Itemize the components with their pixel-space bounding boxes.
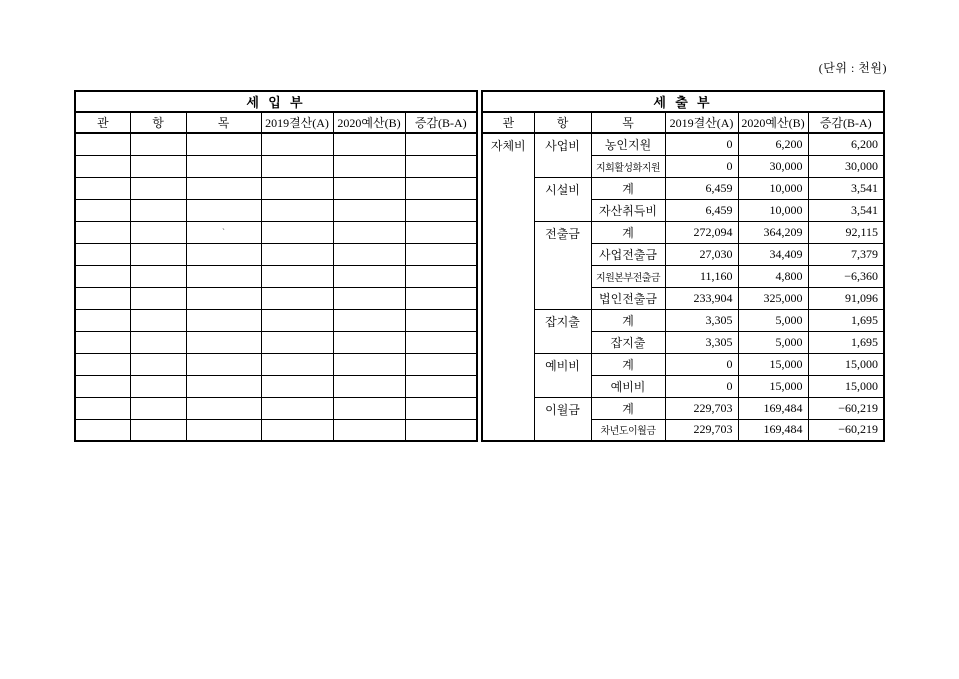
col-header-gwan: 관	[75, 112, 130, 133]
empty-cell	[130, 375, 186, 397]
empty-cell	[186, 419, 261, 441]
amount-2019: 3,305	[665, 331, 738, 353]
amount-2019: 229,703	[665, 397, 738, 419]
empty-cell	[405, 397, 477, 419]
empty-cell	[333, 265, 405, 287]
empty-cell	[186, 155, 261, 177]
empty-cell	[405, 419, 477, 441]
empty-cell	[186, 133, 261, 155]
empty-cell	[261, 221, 333, 243]
table-row	[75, 199, 477, 221]
empty-cell	[405, 199, 477, 221]
mok-cell: 계	[591, 309, 665, 331]
table-row	[75, 177, 477, 199]
amount-diff: 15,000	[808, 375, 884, 397]
amount-diff: 1,695	[808, 309, 884, 331]
stray-mark-cell: `	[186, 221, 261, 243]
empty-cell	[75, 155, 130, 177]
amount-2020: 169,484	[738, 419, 808, 441]
revenue-table-title: 세 입 부	[75, 91, 477, 112]
mok-cell: 지회활성화지원	[591, 155, 665, 177]
amount-diff: 91,096	[808, 287, 884, 309]
amount-diff: 3,541	[808, 177, 884, 199]
empty-cell	[75, 309, 130, 331]
empty-cell	[261, 419, 333, 441]
amount-2019: 0	[665, 375, 738, 397]
table-row	[75, 419, 477, 441]
empty-cell	[333, 155, 405, 177]
empty-cell	[333, 309, 405, 331]
empty-cell	[405, 155, 477, 177]
table-row	[75, 112, 477, 133]
col-header-2020: 2020예산(B)	[333, 112, 405, 133]
empty-cell	[75, 287, 130, 309]
col-header-hang: 항	[130, 112, 186, 133]
empty-cell	[75, 375, 130, 397]
table-row	[482, 353, 884, 375]
empty-cell	[333, 353, 405, 375]
revenue-table	[74, 90, 478, 442]
empty-cell	[333, 331, 405, 353]
empty-cell	[333, 221, 405, 243]
mok-cell: 계	[591, 221, 665, 243]
empty-cell	[261, 397, 333, 419]
empty-cell	[130, 155, 186, 177]
amount-2020: 15,000	[738, 353, 808, 375]
empty-cell	[186, 353, 261, 375]
hang-cell: 이월금	[534, 397, 591, 441]
amount-diff: 6,200	[808, 133, 884, 155]
empty-cell	[261, 177, 333, 199]
empty-cell	[333, 177, 405, 199]
empty-cell	[186, 177, 261, 199]
mok-cell: 예비비	[591, 375, 665, 397]
table-row	[482, 177, 884, 199]
amount-2019: 229,703	[665, 419, 738, 441]
empty-cell	[261, 353, 333, 375]
empty-cell	[405, 331, 477, 353]
empty-cell	[261, 309, 333, 331]
mok-cell: 잡지출	[591, 331, 665, 353]
amount-diff: −60,219	[808, 419, 884, 441]
empty-cell	[130, 419, 186, 441]
empty-cell	[186, 265, 261, 287]
expenditure-table-title: 세 출 부	[482, 91, 884, 112]
empty-cell	[130, 287, 186, 309]
mok-cell: 계	[591, 397, 665, 419]
empty-cell	[75, 397, 130, 419]
table-row	[75, 133, 477, 155]
amount-2019: 11,160	[665, 265, 738, 287]
table-row	[75, 397, 477, 419]
empty-cell	[405, 265, 477, 287]
amount-diff: 30,000	[808, 155, 884, 177]
amount-2019: 233,904	[665, 287, 738, 309]
col-header-2019: 2019결산(A)	[665, 112, 738, 133]
table-row	[75, 353, 477, 375]
table-row	[75, 221, 477, 243]
empty-cell	[186, 243, 261, 265]
unit-note: (단위 : 천원)	[818, 61, 887, 75]
empty-cell	[405, 353, 477, 375]
empty-cell	[75, 221, 130, 243]
col-header-mok: 목	[186, 112, 261, 133]
amount-2020: 5,000	[738, 309, 808, 331]
col-header-2020: 2020예산(B)	[738, 112, 808, 133]
amount-diff: 3,541	[808, 199, 884, 221]
col-header-mok: 목	[591, 112, 665, 133]
amount-diff: 1,695	[808, 331, 884, 353]
table-row	[75, 265, 477, 287]
table-row	[75, 331, 477, 353]
mok-cell: 자산취득비	[591, 199, 665, 221]
mok-cell: 법인전출금	[591, 287, 665, 309]
amount-2020: 15,000	[738, 375, 808, 397]
mok-cell: 계	[591, 353, 665, 375]
empty-cell	[186, 375, 261, 397]
col-header-hang: 항	[534, 112, 591, 133]
amount-diff: −6,360	[808, 265, 884, 287]
empty-cell	[75, 419, 130, 441]
empty-cell	[130, 265, 186, 287]
empty-cell	[186, 397, 261, 419]
amount-2019: 0	[665, 155, 738, 177]
table-row	[482, 397, 884, 419]
amount-2020: 325,000	[738, 287, 808, 309]
empty-cell	[130, 353, 186, 375]
empty-cell	[75, 177, 130, 199]
hang-cell: 시설비	[534, 177, 591, 221]
hang-cell: 전출금	[534, 221, 591, 309]
table-row	[75, 91, 477, 112]
empty-cell	[333, 287, 405, 309]
table-row	[482, 91, 884, 112]
mok-cell: 사업전출금	[591, 243, 665, 265]
empty-cell	[333, 419, 405, 441]
empty-cell	[75, 133, 130, 155]
empty-cell	[130, 177, 186, 199]
table-row	[75, 287, 477, 309]
amount-2020: 34,409	[738, 243, 808, 265]
empty-cell	[405, 287, 477, 309]
table-row	[482, 221, 884, 243]
empty-cell	[261, 287, 333, 309]
empty-cell	[333, 375, 405, 397]
amount-2020: 169,484	[738, 397, 808, 419]
empty-cell	[261, 155, 333, 177]
amount-2019: 0	[665, 133, 738, 155]
amount-2019: 272,094	[665, 221, 738, 243]
mok-cell: 차년도이월금	[591, 419, 665, 441]
budget-tables	[74, 90, 885, 442]
empty-cell	[130, 309, 186, 331]
amount-2019: 3,305	[665, 309, 738, 331]
amount-2019: 6,459	[665, 199, 738, 221]
empty-cell	[261, 243, 333, 265]
amount-2020: 10,000	[738, 199, 808, 221]
amount-2019: 27,030	[665, 243, 738, 265]
empty-cell	[333, 199, 405, 221]
amount-2020: 5,000	[738, 331, 808, 353]
empty-cell	[130, 331, 186, 353]
empty-cell	[261, 133, 333, 155]
col-header-2019: 2019결산(A)	[261, 112, 333, 133]
mok-cell: 계	[591, 177, 665, 199]
empty-cell	[333, 243, 405, 265]
table-row	[482, 112, 884, 133]
hang-cell: 사업비	[534, 133, 591, 177]
empty-cell	[75, 265, 130, 287]
empty-cell	[130, 133, 186, 155]
empty-cell	[75, 331, 130, 353]
col-header-gwan: 관	[482, 112, 534, 133]
empty-cell	[186, 331, 261, 353]
amount-diff: −60,219	[808, 397, 884, 419]
table-row	[75, 375, 477, 397]
amount-diff: 7,379	[808, 243, 884, 265]
empty-cell	[333, 397, 405, 419]
empty-cell	[405, 133, 477, 155]
col-header-diff: 증감(B-A)	[808, 112, 884, 133]
table-row	[482, 133, 884, 155]
amount-2019: 6,459	[665, 177, 738, 199]
gwan-cell: 자체비	[482, 133, 534, 441]
empty-cell	[75, 199, 130, 221]
mok-cell: 지원본부전출금	[591, 265, 665, 287]
empty-cell	[261, 331, 333, 353]
empty-cell	[75, 353, 130, 375]
amount-2020: 6,200	[738, 133, 808, 155]
empty-cell	[186, 309, 261, 331]
empty-cell	[405, 375, 477, 397]
amount-diff: 15,000	[808, 353, 884, 375]
empty-cell	[405, 309, 477, 331]
empty-cell	[405, 177, 477, 199]
empty-cell	[75, 243, 130, 265]
empty-cell	[333, 133, 405, 155]
table-row	[75, 243, 477, 265]
table-row	[482, 309, 884, 331]
table-row	[75, 155, 477, 177]
expenditure-table	[481, 90, 885, 442]
amount-diff: 92,115	[808, 221, 884, 243]
hang-cell: 잡지출	[534, 309, 591, 353]
empty-cell	[186, 287, 261, 309]
empty-cell	[405, 221, 477, 243]
table-row	[75, 309, 477, 331]
empty-cell	[261, 199, 333, 221]
empty-cell	[130, 397, 186, 419]
col-header-diff: 증감(B-A)	[405, 112, 477, 133]
empty-cell	[130, 199, 186, 221]
amount-2019: 0	[665, 353, 738, 375]
hang-cell: 예비비	[534, 353, 591, 397]
amount-2020: 4,800	[738, 265, 808, 287]
amount-2020: 364,209	[738, 221, 808, 243]
amount-2020: 30,000	[738, 155, 808, 177]
empty-cell	[130, 243, 186, 265]
mok-cell: 농인지원	[591, 133, 665, 155]
empty-cell	[186, 199, 261, 221]
empty-cell	[130, 221, 186, 243]
empty-cell	[261, 375, 333, 397]
amount-2020: 10,000	[738, 177, 808, 199]
empty-cell	[405, 243, 477, 265]
empty-cell	[261, 265, 333, 287]
